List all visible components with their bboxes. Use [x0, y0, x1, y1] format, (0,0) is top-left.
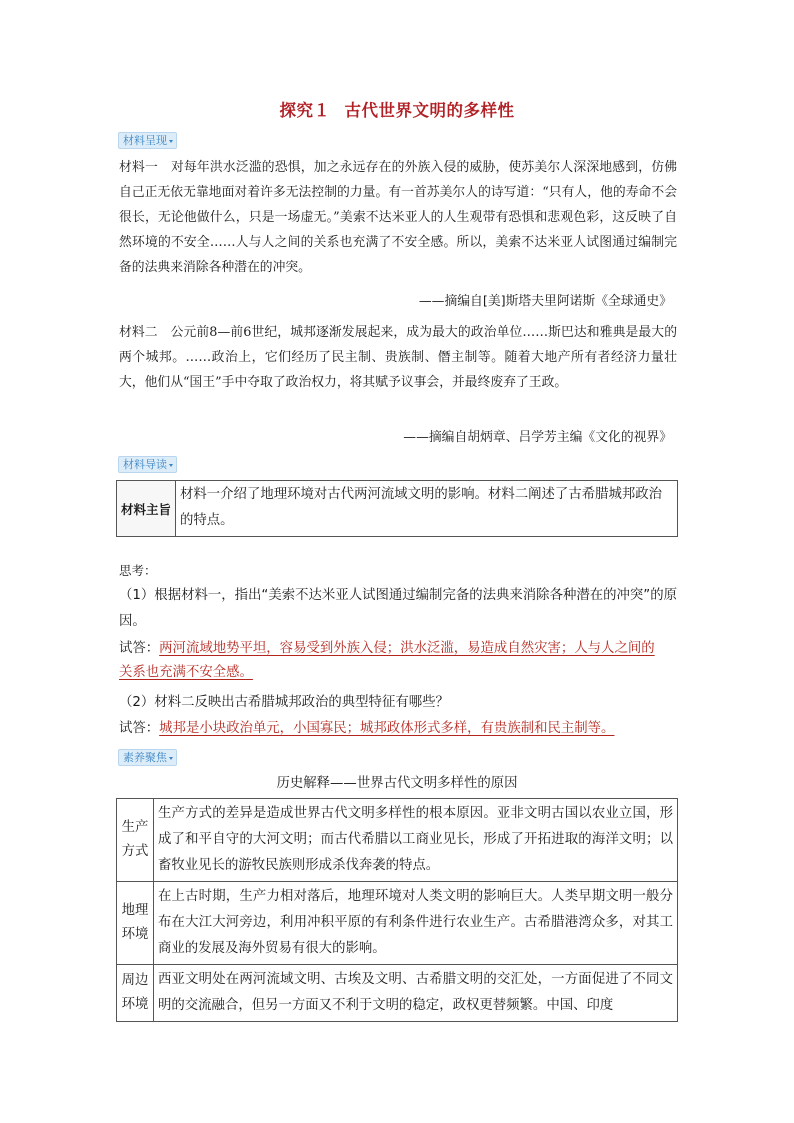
- material-one-source: ——摘编自[美]斯塔夫里阿诺斯《全球通史》: [418, 294, 672, 309]
- answer-one: [119, 637, 667, 685]
- row-content: 在上古时期，生产力相对落后，地理环境对人类文明的影响巨大。人类早期文明一般分布在大江大河旁边，利用冲积平原的有利条件进行农业生产。古希腊港湾众多，对其工商业的发展及海外贸易有很大的影响。: [154, 882, 678, 965]
- thinking-label: 思考：: [119, 563, 157, 578]
- material-two-source: ——摘编自胡炳章、吕学芳主编《文化的视界》: [403, 430, 672, 445]
- material-one: [119, 155, 677, 280]
- section-title-text: 古代世界文明的多样性: [344, 101, 515, 120]
- answer-one-label: 试答：: [119, 641, 160, 656]
- answer-two-text: 城邦是小块政治单元，小国寡民；城邦政体形式多样，有贵族制和民主制等。: [159, 721, 615, 736]
- answer-two: [119, 717, 667, 741]
- question-one: （1）根据材料一，指出“美索不达米亚人试图通过编制完备的法典来消除各种潜在的冲突”的原因。: [119, 588, 678, 629]
- material-two: [119, 320, 677, 395]
- material-one-text: 对每年洪水泛滥的恐惧，加之永远存在的外族入侵的威胁，使苏美尔人深深地感到，仿佛自己正无依无靠地面对着许多无法控制的力量。有一首苏美尔人的诗写道：“只有人，他的寿命不会很长，无论他做什么，只是一场虚无。”美索不达米亚人的人生观带有恐惧和悲观色彩，这反映了自然环境的不安全……人与人之间的关系也充满了不安全感。所以，美索不达米亚人试图通过编制完备的法典来消除各种潜在的冲突。: [119, 160, 678, 275]
- material-one-label: 材料一: [119, 160, 158, 175]
- answer-one-text: 两河流域地势平坦，容易受到外族入侵；洪水泛滥，易造成自然灾害；人与人之间的关系也充满不安全感。: [119, 641, 655, 680]
- tag-guide: 材料导读: [118, 456, 177, 473]
- literacy-table: [116, 798, 678, 1022]
- row-content: 西亚文明处在两河流域文明、古埃及文明、古希腊文明的交汇处，一方面促进了不同文明的交流融合，但另一方面又不利于文明的稳定，政权更替频繁。中国、印度: [154, 965, 678, 1022]
- row-content: 生产方式的差异是造成世界古代文明多样性的根本原因。亚非文明古国以农业立国，形成了和平自守的大河文明；而古代希腊以工商业见长，形成了开拓进取的海洋文明；以畜牧业见长的游牧民族则形成杀伐奔袭的特点。: [154, 799, 678, 882]
- section-title: [0, 97, 794, 121]
- row-head: 生产方式: [117, 799, 154, 882]
- guide-table: [116, 480, 678, 537]
- question-two: （2）材料二反映出古希腊城邦政治的典型特征有哪些？: [119, 695, 449, 710]
- guide-table-content: 材料一介绍了地理环境对古代两河流域文明的影响。材料二阐述了古希腊城邦政治的特点。: [176, 481, 678, 537]
- row-head: 周边环境: [117, 965, 154, 1022]
- table-row: [117, 882, 678, 965]
- row-head: 地理环境: [117, 882, 154, 965]
- table-row: [117, 799, 678, 882]
- section-number: 探究１: [279, 101, 331, 120]
- literacy-subtitle: 历史解释——世界古代文明多样性的原因: [276, 776, 518, 791]
- answer-two-label: 试答：: [119, 721, 160, 736]
- material-two-label: 材料二: [119, 325, 158, 340]
- table-row: [117, 965, 678, 1022]
- tag-material: 材料呈现: [118, 132, 177, 149]
- tag-literacy: 素养聚焦: [118, 749, 177, 766]
- material-two-text: 公元前8—前6世纪，城邦逐渐发展起来，成为最大的政治单位……斯巴达和雅典是最大的两个城邦。……政治上，它们经历了民主制、贵族制、僭主制等。随着大地产所有者经济力量壮大，他们从“国王”手中夺取了政治权力，将其赋予议事会，并最终废弃了王政。: [119, 325, 677, 390]
- guide-table-header: 材料主旨: [117, 481, 176, 537]
